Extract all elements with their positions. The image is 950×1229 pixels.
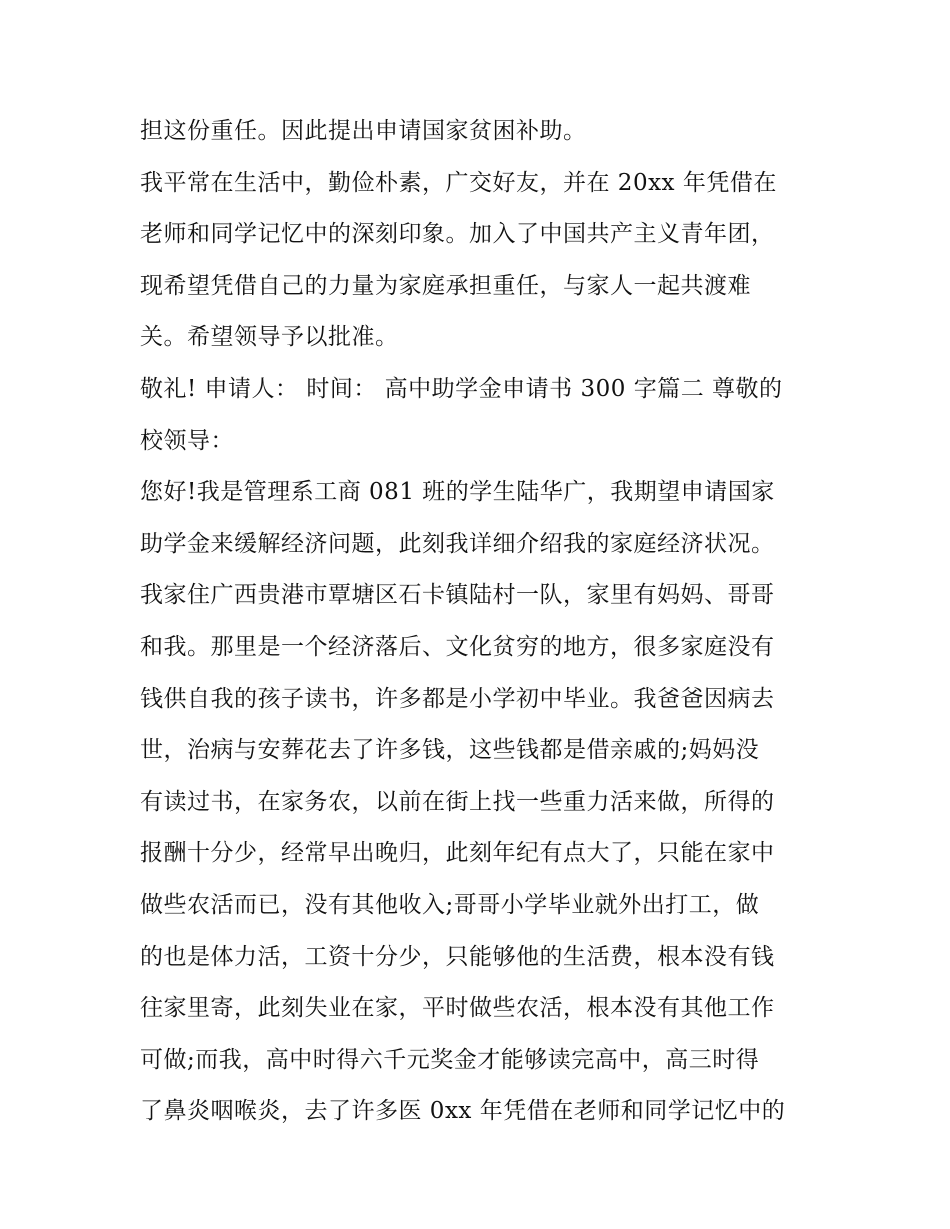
text-line: 报酬十分少，经常早出晚归，此刻年纪有点大了，只能在家中	[140, 840, 775, 867]
text-line: 担这份重任。因此提出申请国家贫困补助。	[140, 118, 587, 144]
text-line: 和我。那里是一个经济落后、文化贫穷的地方，很多家庭没有	[140, 633, 775, 660]
document-body	[140, 106, 820, 1138]
text-line: 现希望凭借自己的力量为家庭承担重任，与家人一起共渡难	[140, 272, 751, 299]
text-line: 老师和同学记忆中的深刻印象。加入了中国共产主义青年团，	[140, 221, 775, 248]
text-line: 的也是体力活，工资十分少，只能够他的生活费，根本没有钱	[140, 943, 775, 970]
text-line: 可做;而我，高中时得六千元奖金才能够读完高中，高三时得	[140, 1046, 760, 1073]
text-line: 助学金来缓解经济问题，此刻我详细介绍我的家庭经济状况。	[140, 530, 775, 557]
text-line: 了鼻炎咽喉炎，去了许多医 0xx 年凭借在老师和同学记忆中的	[140, 1098, 786, 1125]
text-line: 世，治病与安葬花去了许多钱，这些钱都是借亲戚的;妈妈没	[140, 737, 760, 764]
text-line: 我家住广西贵港市覃塘区石卡镇陆村一队，家里有妈妈、哥哥	[140, 582, 775, 609]
text-line: 钱供自我的孩子读书，许多都是小学初中毕业。我爸爸因病去	[140, 685, 775, 712]
text-line: 关。希望领导予以批准。	[140, 324, 399, 351]
text-line: 您好!我是管理系工商 081 班的学生陆华广，我期望申请国家	[140, 479, 775, 506]
text-line: 往家里寄，此刻失业在家，平时做些农活，根本没有其他工作	[140, 995, 775, 1022]
text-line: 我平常在生活中，勤俭朴素，广交好友，并在 20xx 年凭借在	[140, 169, 777, 196]
text-line: 敬礼! 申请人： 时间： 高中助学金申请书 300 字篇二 尊敬的	[140, 375, 783, 402]
text-line: 校领导：	[140, 427, 234, 454]
text-line: 做些农活而已，没有其他收入;哥哥小学毕业就外出打工，做	[140, 891, 760, 918]
text-line: 有读过书，在家务农，以前在街上找一些重力活来做，所得的	[140, 788, 775, 815]
